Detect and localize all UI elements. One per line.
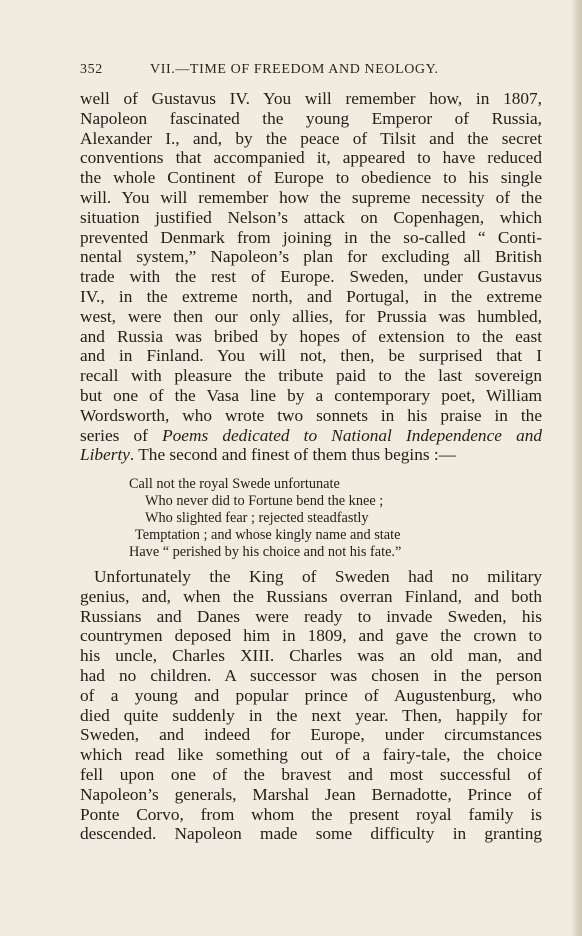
text-line: recall with pleasure the tribute paid to the last sovereign	[80, 366, 542, 386]
poem-quote	[129, 476, 529, 561]
page-number: 352	[80, 62, 103, 77]
text-line: Russians and Danes were ready to invade Sweden, his	[80, 606, 542, 626]
page-edge	[572, 0, 582, 936]
text-line: countrymen deposed him in 1809, and gave the crown to	[80, 626, 542, 646]
text-line: situation justified Nelson’s attack on Copenhagen, which	[80, 207, 542, 227]
text-line: Alexander I., and, by the peace of Tilsit and the secret	[80, 128, 542, 148]
text-line: prevented Denmark from joining in the so-called “ Conti-	[80, 227, 542, 247]
text-line: Sweden, and indeed for Europe, under circumstances	[80, 725, 542, 745]
text-line: west, were then our only allies, for Prussia was humbled,	[80, 306, 542, 326]
running-header	[80, 62, 542, 82]
text-line: Napoleon’s generals, Marshal Jean Bernadotte, Prince of	[80, 784, 542, 804]
text-line: conventions that accompanied it, appeared to have reduced	[80, 148, 542, 168]
poem-line: Who slighted fear ; rejected steadfastly	[145, 510, 369, 526]
text-line: but one of the Vasa line by a contemporary poet, William	[80, 385, 542, 405]
text-line: his uncle, Charles XIII. Charles was an old man, and	[80, 646, 542, 666]
text-line: fell upon one of the bravest and most successful of	[80, 764, 542, 784]
poem-line: Temptation ; and whose kingly name and state	[135, 527, 401, 543]
text-line: which read like something out of a fairy-tale, the choice	[80, 745, 542, 765]
text-line: and in Finland. You will not, then, be surprised that I	[80, 346, 542, 366]
paragraph-2	[80, 567, 542, 844]
text-fragment: . The second and finest of them thus begins :—	[129, 445, 456, 465]
text-line: had no children. A successor was chosen in the person	[80, 665, 542, 685]
text-fragment: series of	[80, 425, 163, 445]
text-line: and Russia was bribed by hopes of extension to the east	[80, 326, 542, 346]
running-title: VII.—TIME OF FREEDOM AND NEOLOGY.	[150, 62, 439, 77]
poem-line: Have “ perished by his choice and not his fate.”	[129, 544, 402, 560]
text-line	[80, 445, 542, 465]
text-line: trade with the rest of Europe. Sweden, under Gustavus	[80, 267, 542, 287]
text-line	[80, 426, 542, 446]
text-line: Unfortunately the King of Sweden had no military	[94, 567, 542, 586]
text-line: descended. Napoleon made some difficulty in granting	[80, 824, 542, 844]
paragraph-1	[80, 89, 542, 465]
text-line: Wordsworth, who wrote two sonnets in his praise in the	[80, 405, 542, 425]
text-line: genius, and, when the Russians overran Finland, and both	[80, 586, 542, 606]
book-title-italic: Poems dedicated to National Independence and	[162, 425, 543, 445]
text-line: Napoleon fascinated the young Emperor of Russia,	[80, 108, 542, 128]
text-line: died quite suddenly in the next year. Then, happily for	[80, 705, 542, 725]
poem-line: Who never did to Fortune bend the knee ;	[145, 493, 384, 509]
book-title-italic: Liberty	[80, 445, 130, 465]
poem-line: Call not the royal Swede unfortunate	[129, 476, 340, 492]
text-line: Ponte Corvo, from whom the present royal family is	[80, 804, 542, 824]
text-line: of a young and popular prince of Augustenburg, who	[80, 685, 542, 705]
text-line: the whole Continent of Europe to obedience to his single	[80, 168, 542, 188]
text-line: will. You will remember how the supreme necessity of the	[80, 187, 542, 207]
text-line: nental system,” Napoleon’s plan for excluding all British	[80, 247, 542, 267]
text-line: well of Gustavus IV. You will remember how, in 1807,	[80, 89, 542, 108]
text-line: IV., in the extreme north, and Portugal, in the extreme	[80, 286, 542, 306]
